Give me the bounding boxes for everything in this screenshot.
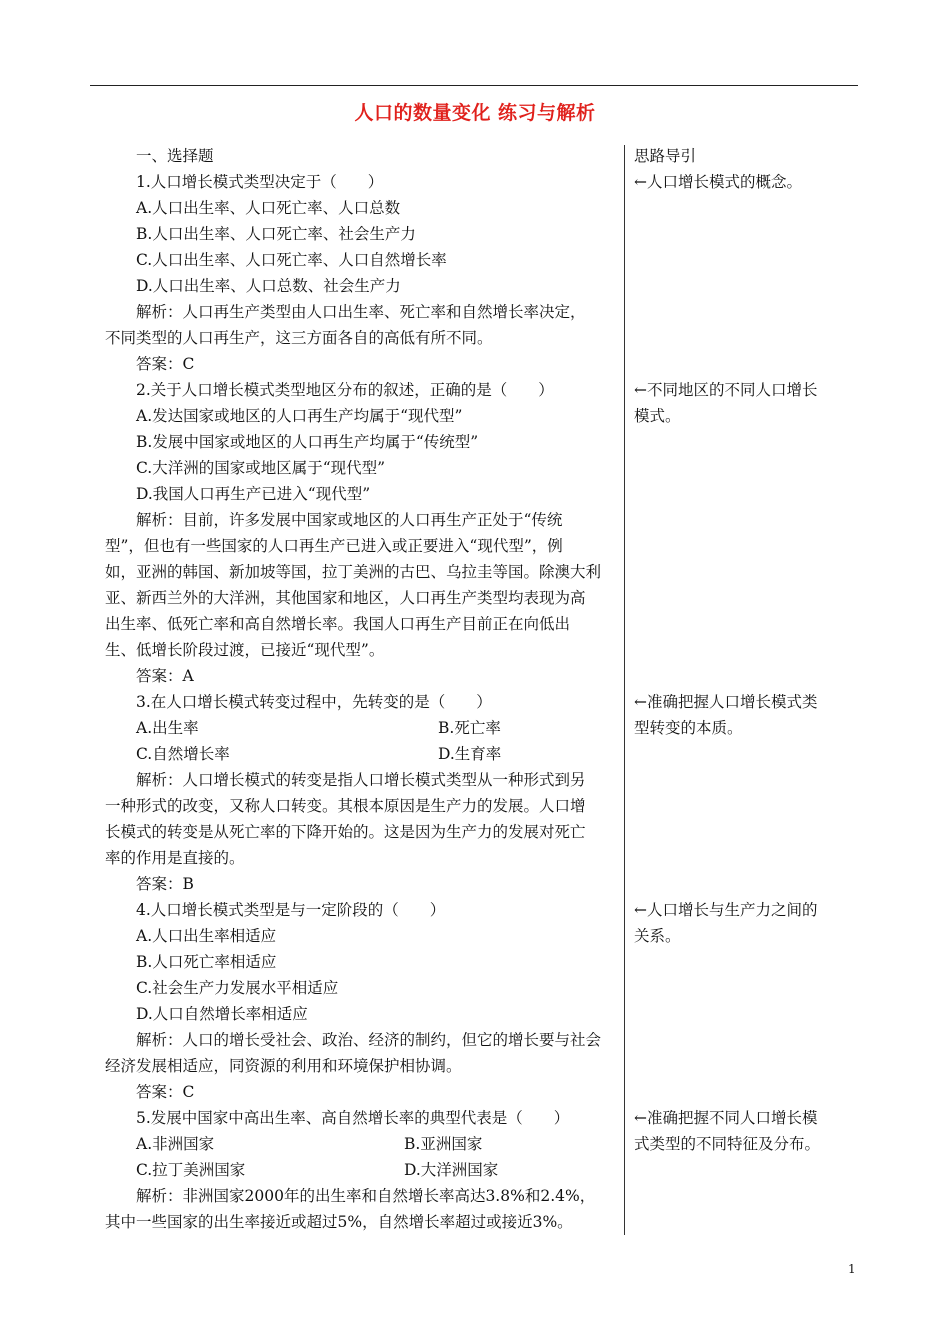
analysis-line: 经济发展相适应，同资源的利用和环境保护相协调。 [105, 1057, 462, 1075]
option: C.社会生产力发展水平相适应 [136, 979, 339, 997]
analysis-line: 解析：非洲国家2000年的出生率和自然增长率高达3.8%和2.4%， [136, 1187, 596, 1205]
option: A.出生率 [136, 719, 199, 737]
option: B.死亡率 [438, 719, 501, 737]
analysis-line: 不同类型的人口再生产，这三方面各自的高低有所不同。 [105, 329, 493, 347]
analysis-line: 一种形式的改变，又称人口转变。其根本原因是生产力的发展。人口增 [105, 797, 586, 815]
option: B.人口死亡率相适应 [136, 953, 277, 971]
side-header: 思路导引 [634, 147, 697, 165]
answer: 答案：B [136, 875, 194, 893]
option: A.人口出生率相适应 [136, 927, 277, 945]
page-title: 人口的数量变化 练习与解析 [354, 102, 596, 124]
option: D.人口出生率、人口总数、社会生产力 [136, 277, 401, 295]
analysis-line: 解析：目前，许多发展中国家或地区的人口再生产正处于“传统 [136, 511, 563, 529]
option: D.人口自然增长率相适应 [136, 1005, 308, 1023]
side-note: 式类型的不同特征及分布。 [634, 1135, 821, 1153]
side-note: 关系。 [634, 927, 681, 945]
analysis-line: 长模式的转变是从死亡率的下降开始的。这是因为生产力的发展对死亡 [105, 823, 586, 841]
analysis-line: 率的作用是直接的。 [105, 849, 245, 867]
option: A.发达国家或地区的人口再生产均属于“现代型” [136, 407, 463, 425]
section-heading: 一、选择题 [136, 147, 214, 165]
option: D.我国人口再生产已进入“现代型” [136, 485, 371, 503]
option: D.生育率 [438, 745, 502, 763]
answer: 答案：A [136, 667, 194, 685]
side-note: ←人口增长与生产力之间的 [634, 901, 818, 919]
analysis-line: 其中一些国家的出生率接近或超过5%，自然增长率超过或接近3%。 [105, 1213, 573, 1231]
option: C.拉丁美洲国家 [136, 1161, 246, 1179]
answer: 答案：C [136, 355, 195, 373]
page-number: 1 [848, 1262, 856, 1276]
question-2: 2.关于人口增长模式类型地区分布的叙述，正确的是（ ） [136, 381, 554, 399]
side-note: ←人口增长模式的概念。 [634, 173, 802, 191]
question-4: 4.人口增长模式类型是与一定阶段的（ ） [136, 901, 446, 919]
option: C.人口出生率、人口死亡率、人口自然增长率 [136, 251, 447, 269]
analysis-line: 生、低增长阶段过渡，已接近“现代型”。 [105, 641, 385, 659]
question-1: 1.人口增长模式类型决定于（ ） [136, 173, 384, 191]
side-note: ←准确把握人口增长模式类 [634, 693, 818, 711]
analysis-line: 解析：人口的增长受社会、政治、经济的制约，但它的增长要与社会 [136, 1031, 602, 1049]
question-3: 3.在人口增长模式转变过程中，先转变的是（ ） [136, 693, 492, 711]
answer: 答案：C [136, 1083, 195, 1101]
option: C.自然增长率 [136, 745, 230, 763]
side-note: ←准确把握不同人口增长模 [634, 1109, 818, 1127]
column-divider [624, 145, 625, 1235]
analysis-line: 如，亚洲的韩国、新加坡等国，拉丁美洲的古巴、乌拉圭等国。除澳大利 [105, 563, 602, 581]
side-note: 模式。 [634, 407, 681, 425]
side-note: ←不同地区的不同人口增长 [634, 381, 818, 399]
option: D.大洋洲国家 [404, 1161, 499, 1179]
top-rule [90, 85, 858, 86]
option: C.大洋洲的国家或地区属于“现代型” [136, 459, 386, 477]
side-note: 型转变的本质。 [634, 719, 743, 737]
analysis-line: 解析：人口再生产类型由人口出生率、死亡率和自然增长率决定， [136, 303, 586, 321]
option: A.非洲国家 [136, 1135, 215, 1153]
option: A.人口出生率、人口死亡率、人口总数 [136, 199, 401, 217]
option: B.亚洲国家 [404, 1135, 483, 1153]
option: B.发展中国家或地区的人口再生产均属于“传统型” [136, 433, 479, 451]
question-5: 5.发展中国家中高出生率、高自然增长率的典型代表是（ ） [136, 1109, 570, 1127]
analysis-line: 型”，但也有一些国家的人口再生产已进入或正要进入“现代型”，例 [105, 537, 563, 555]
analysis-line: 解析：人口增长模式的转变是指人口增长模式类型从一种形式到另 [136, 771, 586, 789]
analysis-line: 出生率、低死亡率和高自然增长率。我国人口再生产目前正在向低出 [105, 615, 571, 633]
analysis-line: 亚、新西兰外的大洋洲，其他国家和地区，人口再生产类型均表现为高 [105, 589, 586, 607]
option: B.人口出生率、人口死亡率、社会生产力 [136, 225, 416, 243]
